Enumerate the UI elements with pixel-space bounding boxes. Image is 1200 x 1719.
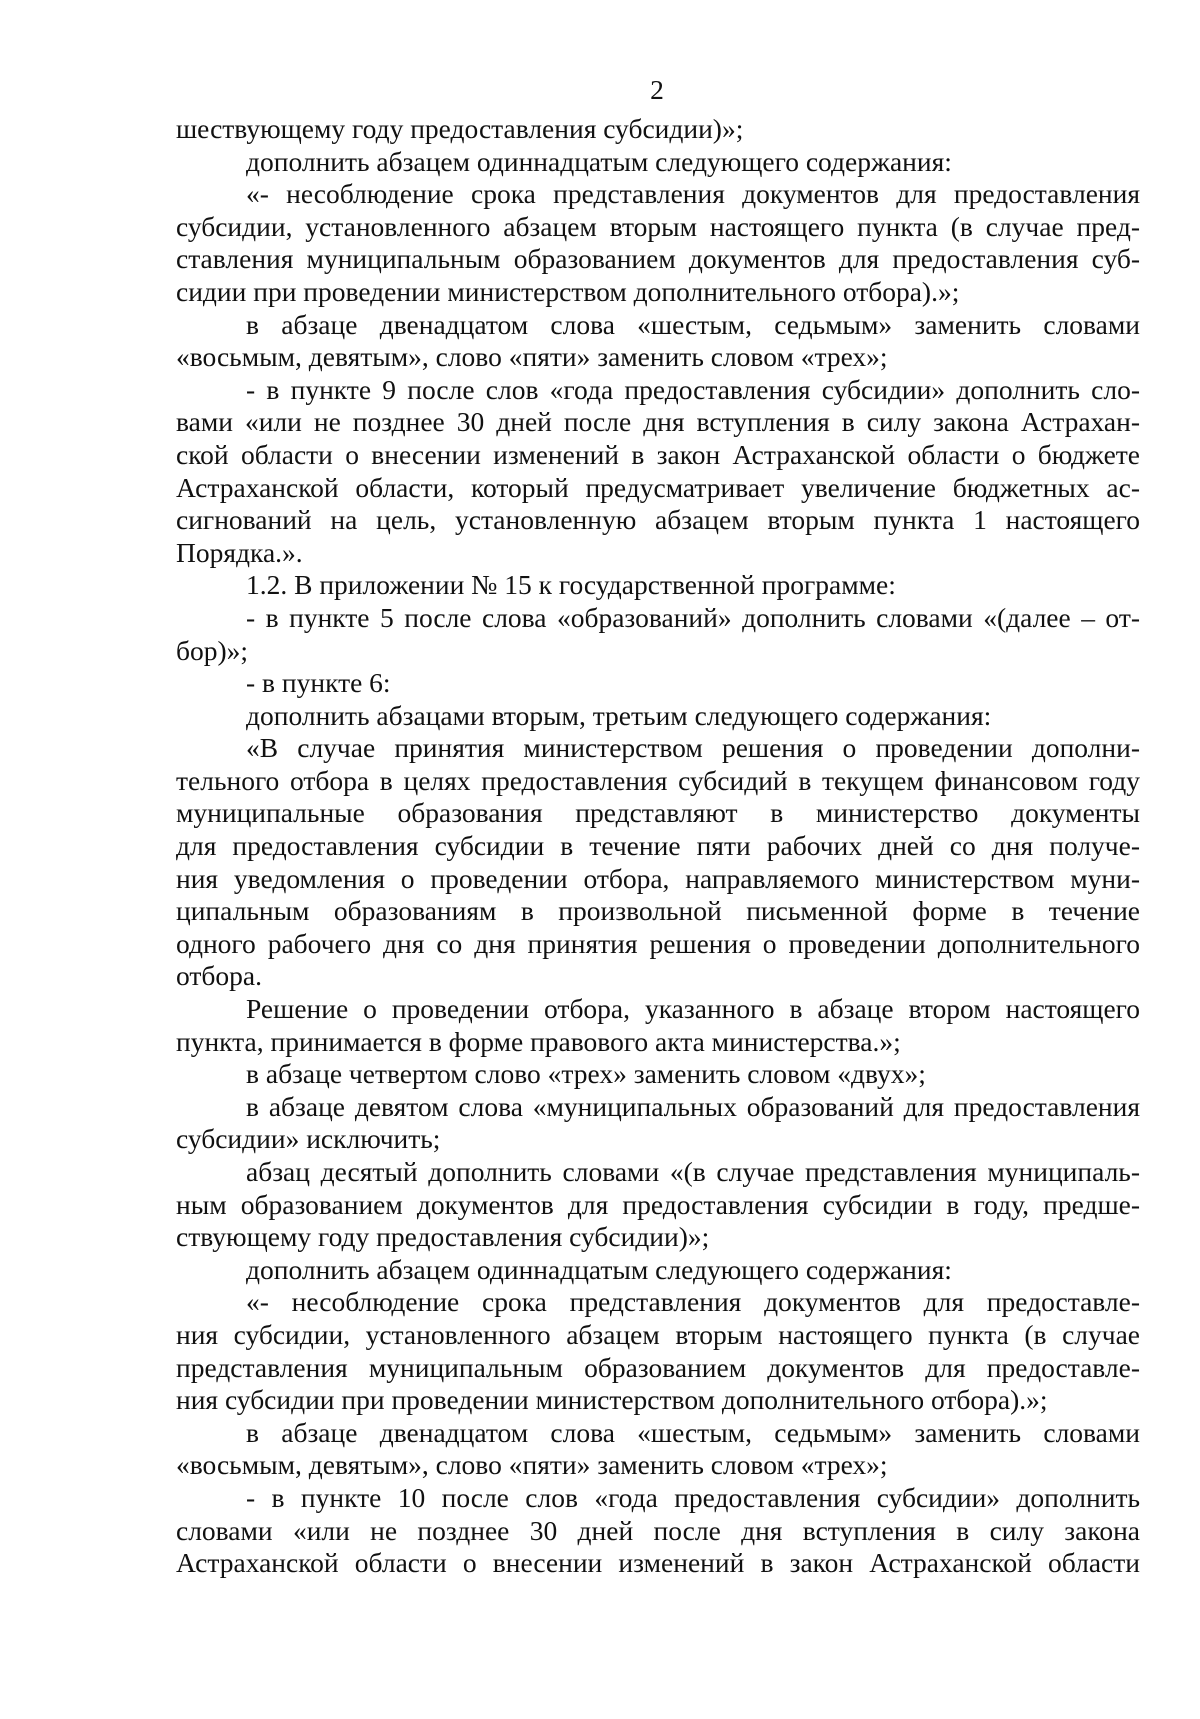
text-line: ствующему году предоставления субсидии)»; — [176, 1221, 710, 1253]
text-line: в абзаце четвертом слово «трех» заменить словом «двух»; — [246, 1058, 926, 1090]
text-line: ным образованием документов для предоставления субсидии в году, предше- — [176, 1188, 1140, 1220]
text-line: абзац десятый дополнить словами «(в случае представления муниципаль- — [246, 1156, 1140, 1187]
text-line: пункта, принимается в форме правового акта министерства.»; — [176, 1025, 901, 1057]
text-line: ния субсидии при проведении министерством дополнительного отбора).»; — [176, 1384, 1048, 1416]
text-line: - в пункте 5 после слова «образований» дополнить словами «(далее – от- — [246, 601, 1140, 633]
text-line: шествующему году предоставления субсидии)»; — [176, 113, 744, 144]
text-line: вами «или не позднее 30 дней после дня вступления в силу закона Астрахан- — [176, 406, 1140, 438]
text-line: для предоставления субсидии в течение пяти рабочих дней со дня получе- — [176, 830, 1140, 862]
text-line: субсидии, установленного абзацем вторым настоящего пункта (в случае пред- — [176, 210, 1140, 242]
text-line: в абзаце двенадцатом слова «шестым, седьмым» заменить словами — [246, 1416, 1140, 1448]
text-line: Астраханской области о внесении изменений в закон Астраханской области — [176, 1547, 1140, 1579]
text-line: ципальным образованиям в произвольной письменной форме в течение — [176, 895, 1140, 927]
text-line: в абзаце девятом слова «муниципальных образований для предоставления — [246, 1090, 1140, 1122]
text-line: ния субсидии, установленного абзацем вторым настоящего пункта (в случае — [176, 1318, 1140, 1350]
text-line: - в пункте 6: — [246, 667, 391, 699]
text-line: ставления муниципальным образованием документов для предоставления суб- — [176, 243, 1140, 275]
text-line: словами «или не позднее 30 дней после дня вступления в силу закона — [176, 1514, 1140, 1546]
text-line: бор)»; — [176, 634, 249, 666]
text-line: тельного отбора в целях предоставления субсидий в текущем финансовом году — [176, 764, 1140, 796]
text-line: «восьмым, девятым», слово «пяти» заменить словом «трех»; — [176, 1449, 888, 1481]
text-line: «- несоблюдение срока представления документов для предоставле- — [246, 1286, 1140, 1318]
text-line: 1.2. В приложении № 15 к государственной программе: — [246, 569, 896, 601]
text-line: субсидии» исключить; — [176, 1123, 441, 1155]
text-line: сидии при проведении министерством дополнительного отбора).»; — [176, 275, 960, 307]
text-line: Решение о проведении отбора, указанного в абзаце втором настоящего — [246, 993, 1140, 1025]
text-line: ния уведомления о проведении отбора, направляемого министерством муни- — [176, 862, 1140, 894]
text-line: ской области о внесении изменений в закон Астраханской области о бюджете — [176, 438, 1140, 470]
text-line: - в пункте 9 после слов «года предоставления субсидии» дополнить сло- — [246, 373, 1140, 405]
text-line: «восьмым, девятым», слово «пяти» заменить словом «трех»; — [176, 341, 888, 373]
text-line: дополнить абзацем одиннадцатым следующего содержания: — [246, 1253, 952, 1285]
text-line: в абзаце двенадцатом слова «шестым, седьмым» заменить словами — [246, 308, 1140, 340]
text-line: одного рабочего дня со дня принятия решения о проведении дополнительного — [176, 927, 1140, 959]
text-line: отбора. — [176, 960, 262, 992]
text-line: - в пункте 10 после слов «года предоставления субсидии» дополнить — [246, 1481, 1140, 1513]
text-line: сигнований на цель, установленную абзацем вторым пункта 1 настоящего — [176, 504, 1140, 536]
text-line: «- несоблюдение срока представления документов для предоставления — [246, 178, 1140, 210]
text-line: дополнить абзацами вторым, третьим следующего содержания: — [246, 699, 992, 731]
text-line: представления муниципальным образованием документов для предоставле- — [176, 1351, 1140, 1383]
text-line: Порядка.». — [176, 536, 303, 568]
text-line: дополнить абзацем одиннадцатым следующего содержания: — [246, 145, 952, 177]
text-line: «В случае принятия министерством решения о проведении дополни- — [246, 732, 1140, 764]
document-body — [176, 113, 1140, 1580]
page-number: 2 — [650, 74, 664, 105]
text-line: муниципальные образования представляют в министерство документы — [176, 797, 1140, 829]
text-line: Астраханской области, который предусматривает увеличение бюджетных ас- — [176, 471, 1140, 503]
